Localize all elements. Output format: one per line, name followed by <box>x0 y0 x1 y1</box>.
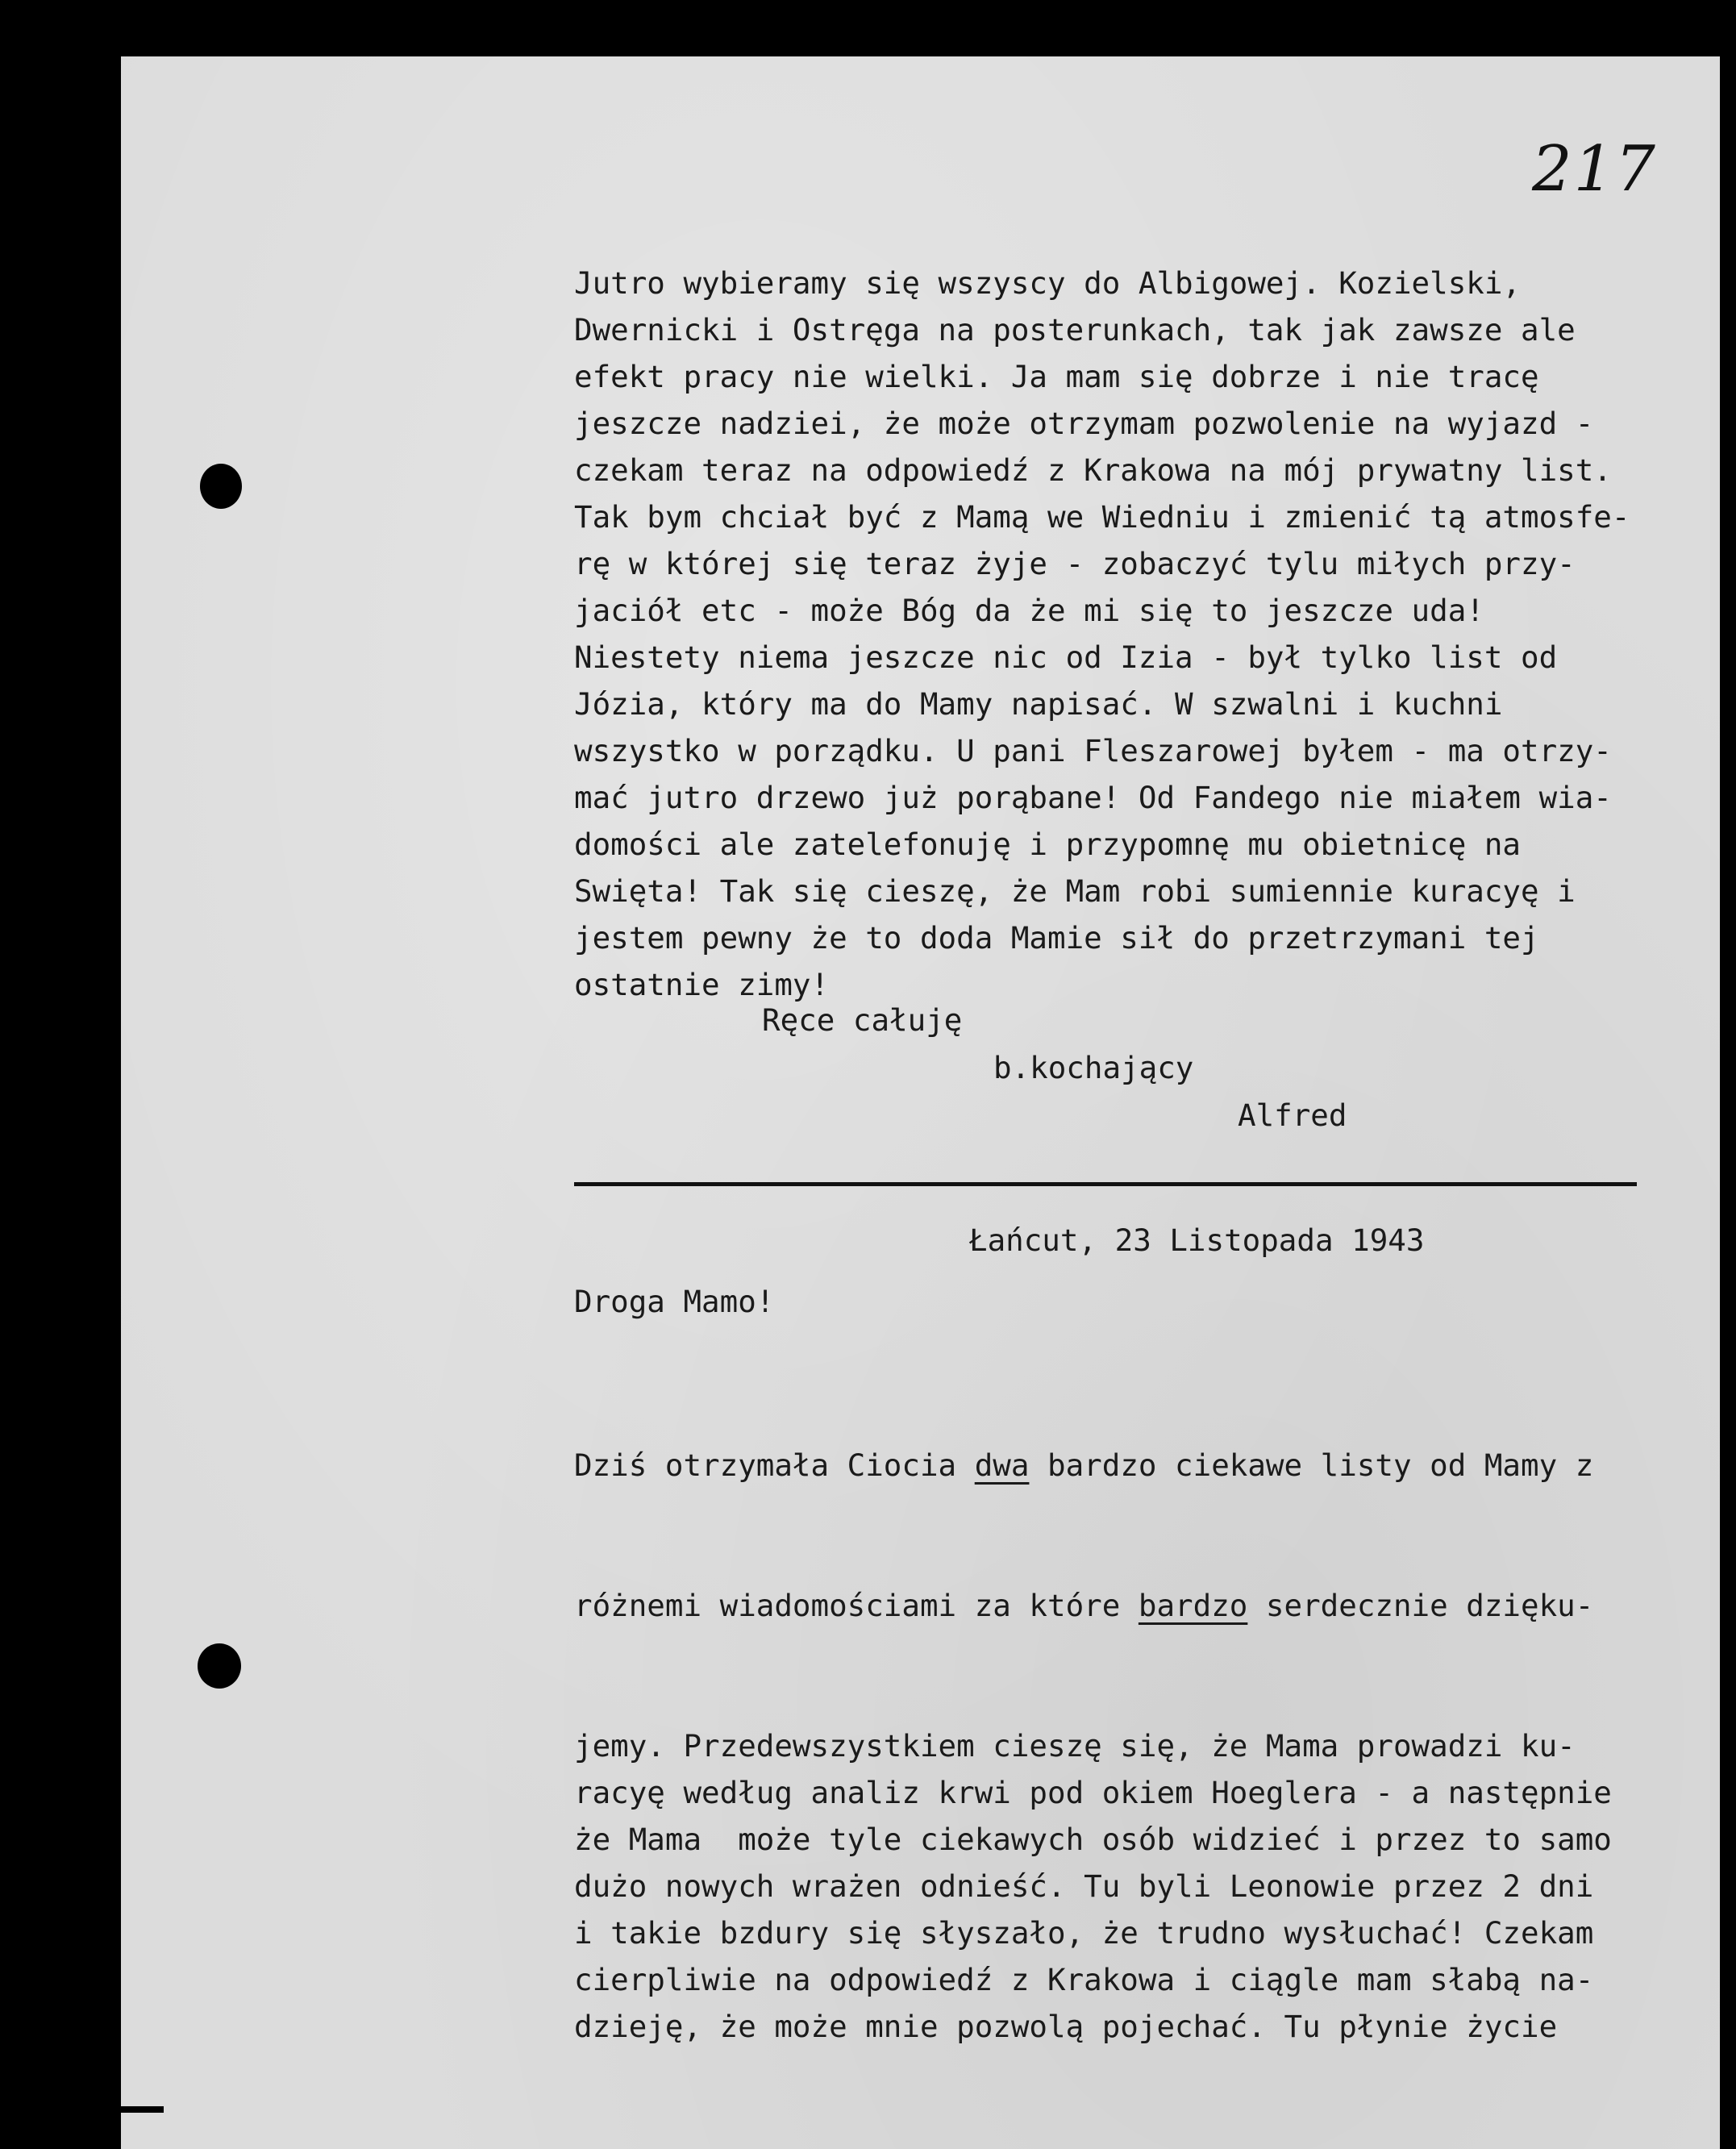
bottom-left-corner-mark <box>23 2106 164 2113</box>
text-line: Swięta! Tak się cieszę, że Mam robi sumiennie kuracyę i <box>574 873 1576 909</box>
text-line: dzieję, że może mnie pozwolą pojechać. Tu płynie życie <box>574 2009 1558 2044</box>
signature: Alfred <box>1238 1097 1347 1133</box>
text-line: że Mama może tyle ciekawych osób widzieć i przez to samo <box>574 1822 1612 1857</box>
text-segment: serdecznie dzięku- <box>1247 1588 1594 1623</box>
text-line: i takie bzdury się słyszało, że trudno wysłuchać! Czekam <box>574 1915 1594 1951</box>
text-segment: Dziś otrzymała Ciocia <box>574 1447 975 1483</box>
text-line: domości ale zatelefonuję i przypomnę mu obietnicę na <box>574 827 1521 862</box>
text-line: czekam teraz na odpowiedź z Krakowa na mój prywatny list. <box>574 452 1612 488</box>
left-margin-mark <box>23 1968 29 2113</box>
underlined-word: dwa <box>974 1447 1030 1483</box>
letter-body-second <box>574 1348 1703 2097</box>
text-line: ostatnie zimy! <box>574 967 830 1002</box>
text-line: Niestety niema jeszcze nic od Izia - był tylko list od <box>574 639 1558 675</box>
text-line: racyę według analiz krwi pod okiem Hoeglera - a następnie <box>574 1775 1612 1810</box>
letter-body-second-rest <box>574 1722 1703 2050</box>
text-line: rę w której się teraz żyje - zobaczyć tylu miłych przy- <box>574 546 1576 581</box>
text-line <box>574 1582 1703 1629</box>
punch-hole-top <box>200 464 242 509</box>
greeting: Droga Mamo! <box>574 1284 775 1319</box>
text-line: jeszcze nadziei, że może otrzymam pozwolenie na wyjazd - <box>574 406 1594 441</box>
text-line: cierpliwie na odpowiedź z Krakowa i ciągle mam słabą na- <box>574 1962 1594 1997</box>
text-line: jestem pewny że to doda Mamie sił do przetrzymani tej <box>574 920 1539 956</box>
underlined-word: bardzo <box>1138 1588 1248 1623</box>
text-line: mać jutro drzewo już porąbane! Od Fandego nie miałem wia- <box>574 780 1612 815</box>
date-line: Łańcut, 23 Listopada 1943 <box>969 1222 1425 1258</box>
page-number: 217 <box>1532 133 1657 206</box>
text-line: Tak bym chciał być z Mamą we Wiedniu i zmienić tą atmosfe- <box>574 499 1630 535</box>
letter-divider <box>574 1182 1637 1186</box>
closing-affection: b.kochający <box>993 1050 1194 1085</box>
closing-phrase: Ręce całuję <box>762 1002 963 1038</box>
text-line: Józia, który ma do Mamy napisać. W szwalni i kuchni <box>574 686 1503 722</box>
text-segment: różnemi wiadomościami za które <box>574 1588 1139 1623</box>
text-line: jemy. Przedewszystkiem cieszę się, że Mama prowadzi ku- <box>574 1728 1576 1764</box>
text-segment: bardzo ciekawe listy od Mamy z <box>1029 1447 1594 1483</box>
text-line: wszystko w porządku. U pani Fleszarowej byłem - ma otrzy- <box>574 733 1612 768</box>
text-line: Jutro wybieramy się wszyscy do Albigowej. Kozielski, <box>574 265 1521 301</box>
punch-hole-bottom <box>198 1643 241 1689</box>
text-line: dużo nowych wrażen odnieść. Tu byli Leonowie przez 2 dni <box>574 1868 1594 1904</box>
text-line <box>574 1442 1703 1489</box>
letter-body-first <box>574 260 1703 1008</box>
text-line: efekt pracy nie wielki. Ja mam się dobrze i nie tracę <box>574 359 1539 394</box>
text-line: Dwernicki i Ostręga na posterunkach, tak jak zawsze ale <box>574 312 1576 348</box>
text-line: jaciół etc - może Bóg da że mi się to jeszcze uda! <box>574 593 1484 628</box>
